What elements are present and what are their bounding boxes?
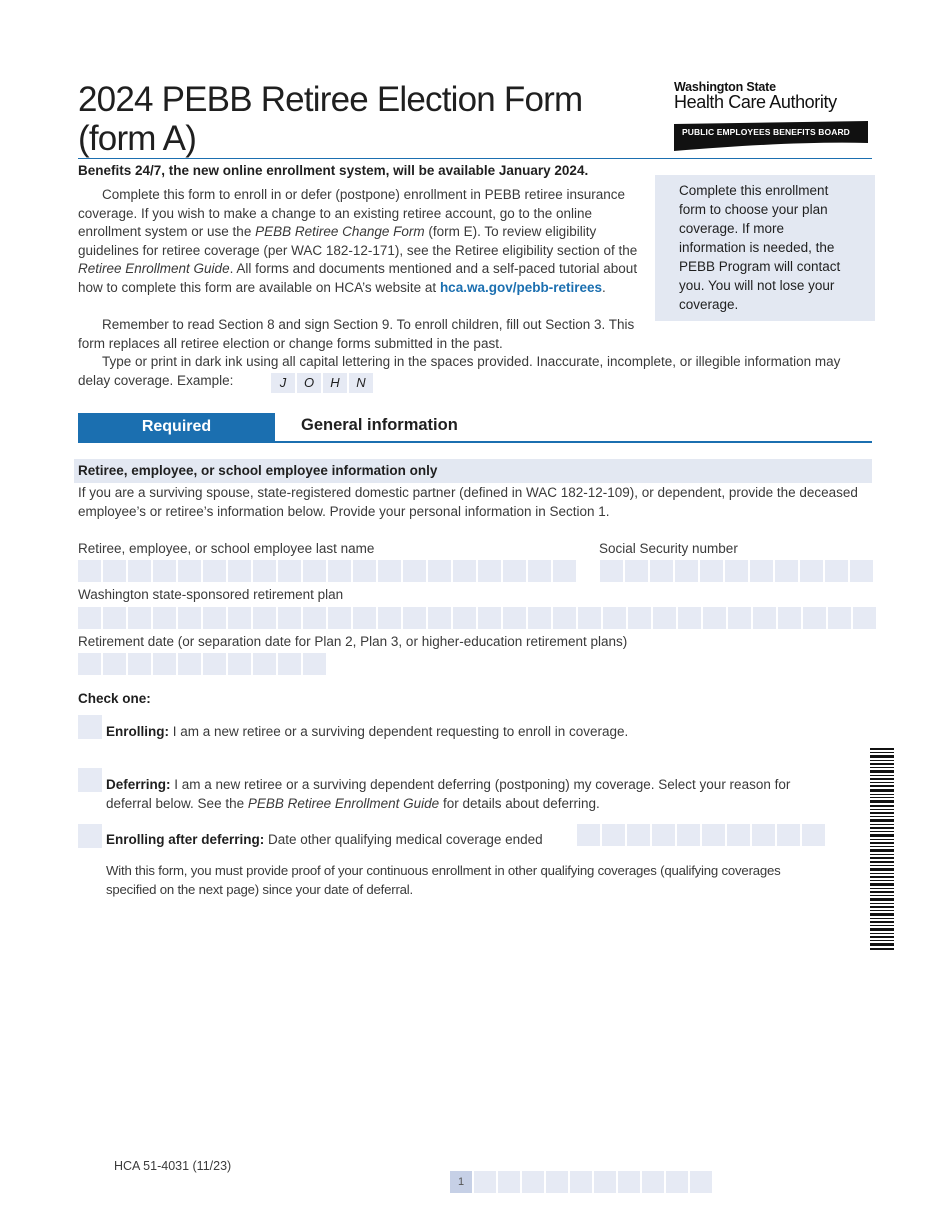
enrolling-after-deferring-label: Enrolling after deferring: [106,832,265,847]
intro-headline: Benefits 24/7, the new online enrollment system, will be available January 2024. [78,163,589,178]
header-rule [78,158,872,159]
website-link[interactable]: hca.wa.gov/pebb-retirees [439,279,602,295]
last-name-input[interactable] [78,560,576,582]
intro-paragraph-1 [78,186,648,297]
enrolling-after-deferring-text: Date other qualifying medical coverage ended [264,832,543,847]
intro-p1-guide: Retiree Enrollment Guide [78,261,230,276]
logo-band-text: PUBLIC EMPLOYEES BENEFITS BOARD [682,127,850,137]
retirement-date-label: Retirement date (or separation date for Plan 2, Plan 3, or higher-education retirement plans) [78,634,628,649]
coverage-ended-date-input[interactable] [577,824,825,846]
enrolling-after-deferring-option [106,831,586,850]
deferring-option [106,776,836,813]
retirement-plan-label: Washington state-sponsored retirement plan [78,587,344,602]
intro-p1-b: (form E). To review eligibility guidelines for retiree coverage (per WAC 182-12-171), see the Retiree eligibility section of the [78,224,638,258]
proof-note: With this form, you must provide proof of your continuous enrollment in other qualifying coverages (qualifying coverages specified on the next page) since your date of deferral. [106,863,781,897]
surviving-note: If you are a surviving spouse, state-registered domestic partner (defined in WAC 182-12-109), or dependent, provide the deceased employee’s or retiree’s information below. Provide your personal information in Section 1. [78,485,858,519]
logo-line2: Health Care Authority [674,92,837,112]
intro-p1-a: Complete this form to enroll in or defer (postpone) enrollment in PEBB retiree insurance coverage. If you wish to make a change to an existing retiree account, go to the online enrollment system or use the [78,187,625,239]
logo-line1: Washington State [674,80,776,94]
example-letter: N [349,373,373,393]
required-badge: Required [78,413,275,441]
section-header [78,413,872,443]
intro-p1-c: . All forms and documents mentioned and a self-paced tutorial about how to complete this form are available on HCA’s website at [78,261,638,295]
enrolling-option [106,723,866,742]
hca-logo [672,80,876,156]
example-letter: J [271,373,295,393]
intro-paragraph-3: Type or print in dark ink using all capital lettering in the spaces provided. Inaccurate, incomplete, or illegible information may delay coverage. Example: [78,354,841,388]
intro-p1-end: . [602,279,606,295]
retirement-plan-input[interactable] [78,607,876,629]
ssn-label: Social Security number [599,541,738,556]
enrolling-after-deferring-checkbox[interactable] [78,824,102,848]
example-letters [271,373,373,393]
deferring-checkbox[interactable] [78,768,102,792]
intro-paragraph-2: Remember to read Section 8 and sign Section 9. To enroll children, fill out Section 3. This form replaces all retiree election or change forms submitted in the past. [78,317,635,351]
page-number-boxes [450,1171,712,1193]
check-one-heading: Check one: [78,691,151,706]
page-title: 2024 PEBB Retiree Election Form (form A) [78,80,583,158]
retirement-date-input[interactable] [78,653,326,675]
deferring-label: Deferring: [106,777,171,792]
intro-p1-form-e: PEBB Retiree Change Form [255,224,425,239]
deferring-guide: PEBB Retiree Enrollment Guide [247,795,440,811]
page-number: 1 [450,1171,472,1193]
ssn-input[interactable] [600,560,873,582]
barcode [870,748,894,950]
enrolling-text: I am a new retiree or a surviving dependent requesting to enroll in coverage. [169,724,629,739]
enrolling-label: Enrolling: [106,724,169,739]
form-code: HCA 51-4031 (11/23) [114,1159,232,1173]
deferring-text-a: I am a new retiree or a surviving dependent deferring (postponing) my coverage. Select your reason for deferral below. See the [106,777,791,811]
enrolling-checkbox[interactable] [78,715,102,739]
info-box: Complete this enrollment form to choose your plan coverage. If more information is needed, the PEBB Program will contact you. You will not lose your coverage. [655,175,875,321]
section-title: General information [301,416,458,434]
example-letter: O [297,373,321,393]
last-name-label: Retiree, employee, or school employee last name [78,541,375,556]
subsection-heading: Retiree, employee, or school employee information only [74,459,872,483]
deferring-text-b: for details about deferring. [439,795,600,811]
example-letter: H [323,373,347,393]
